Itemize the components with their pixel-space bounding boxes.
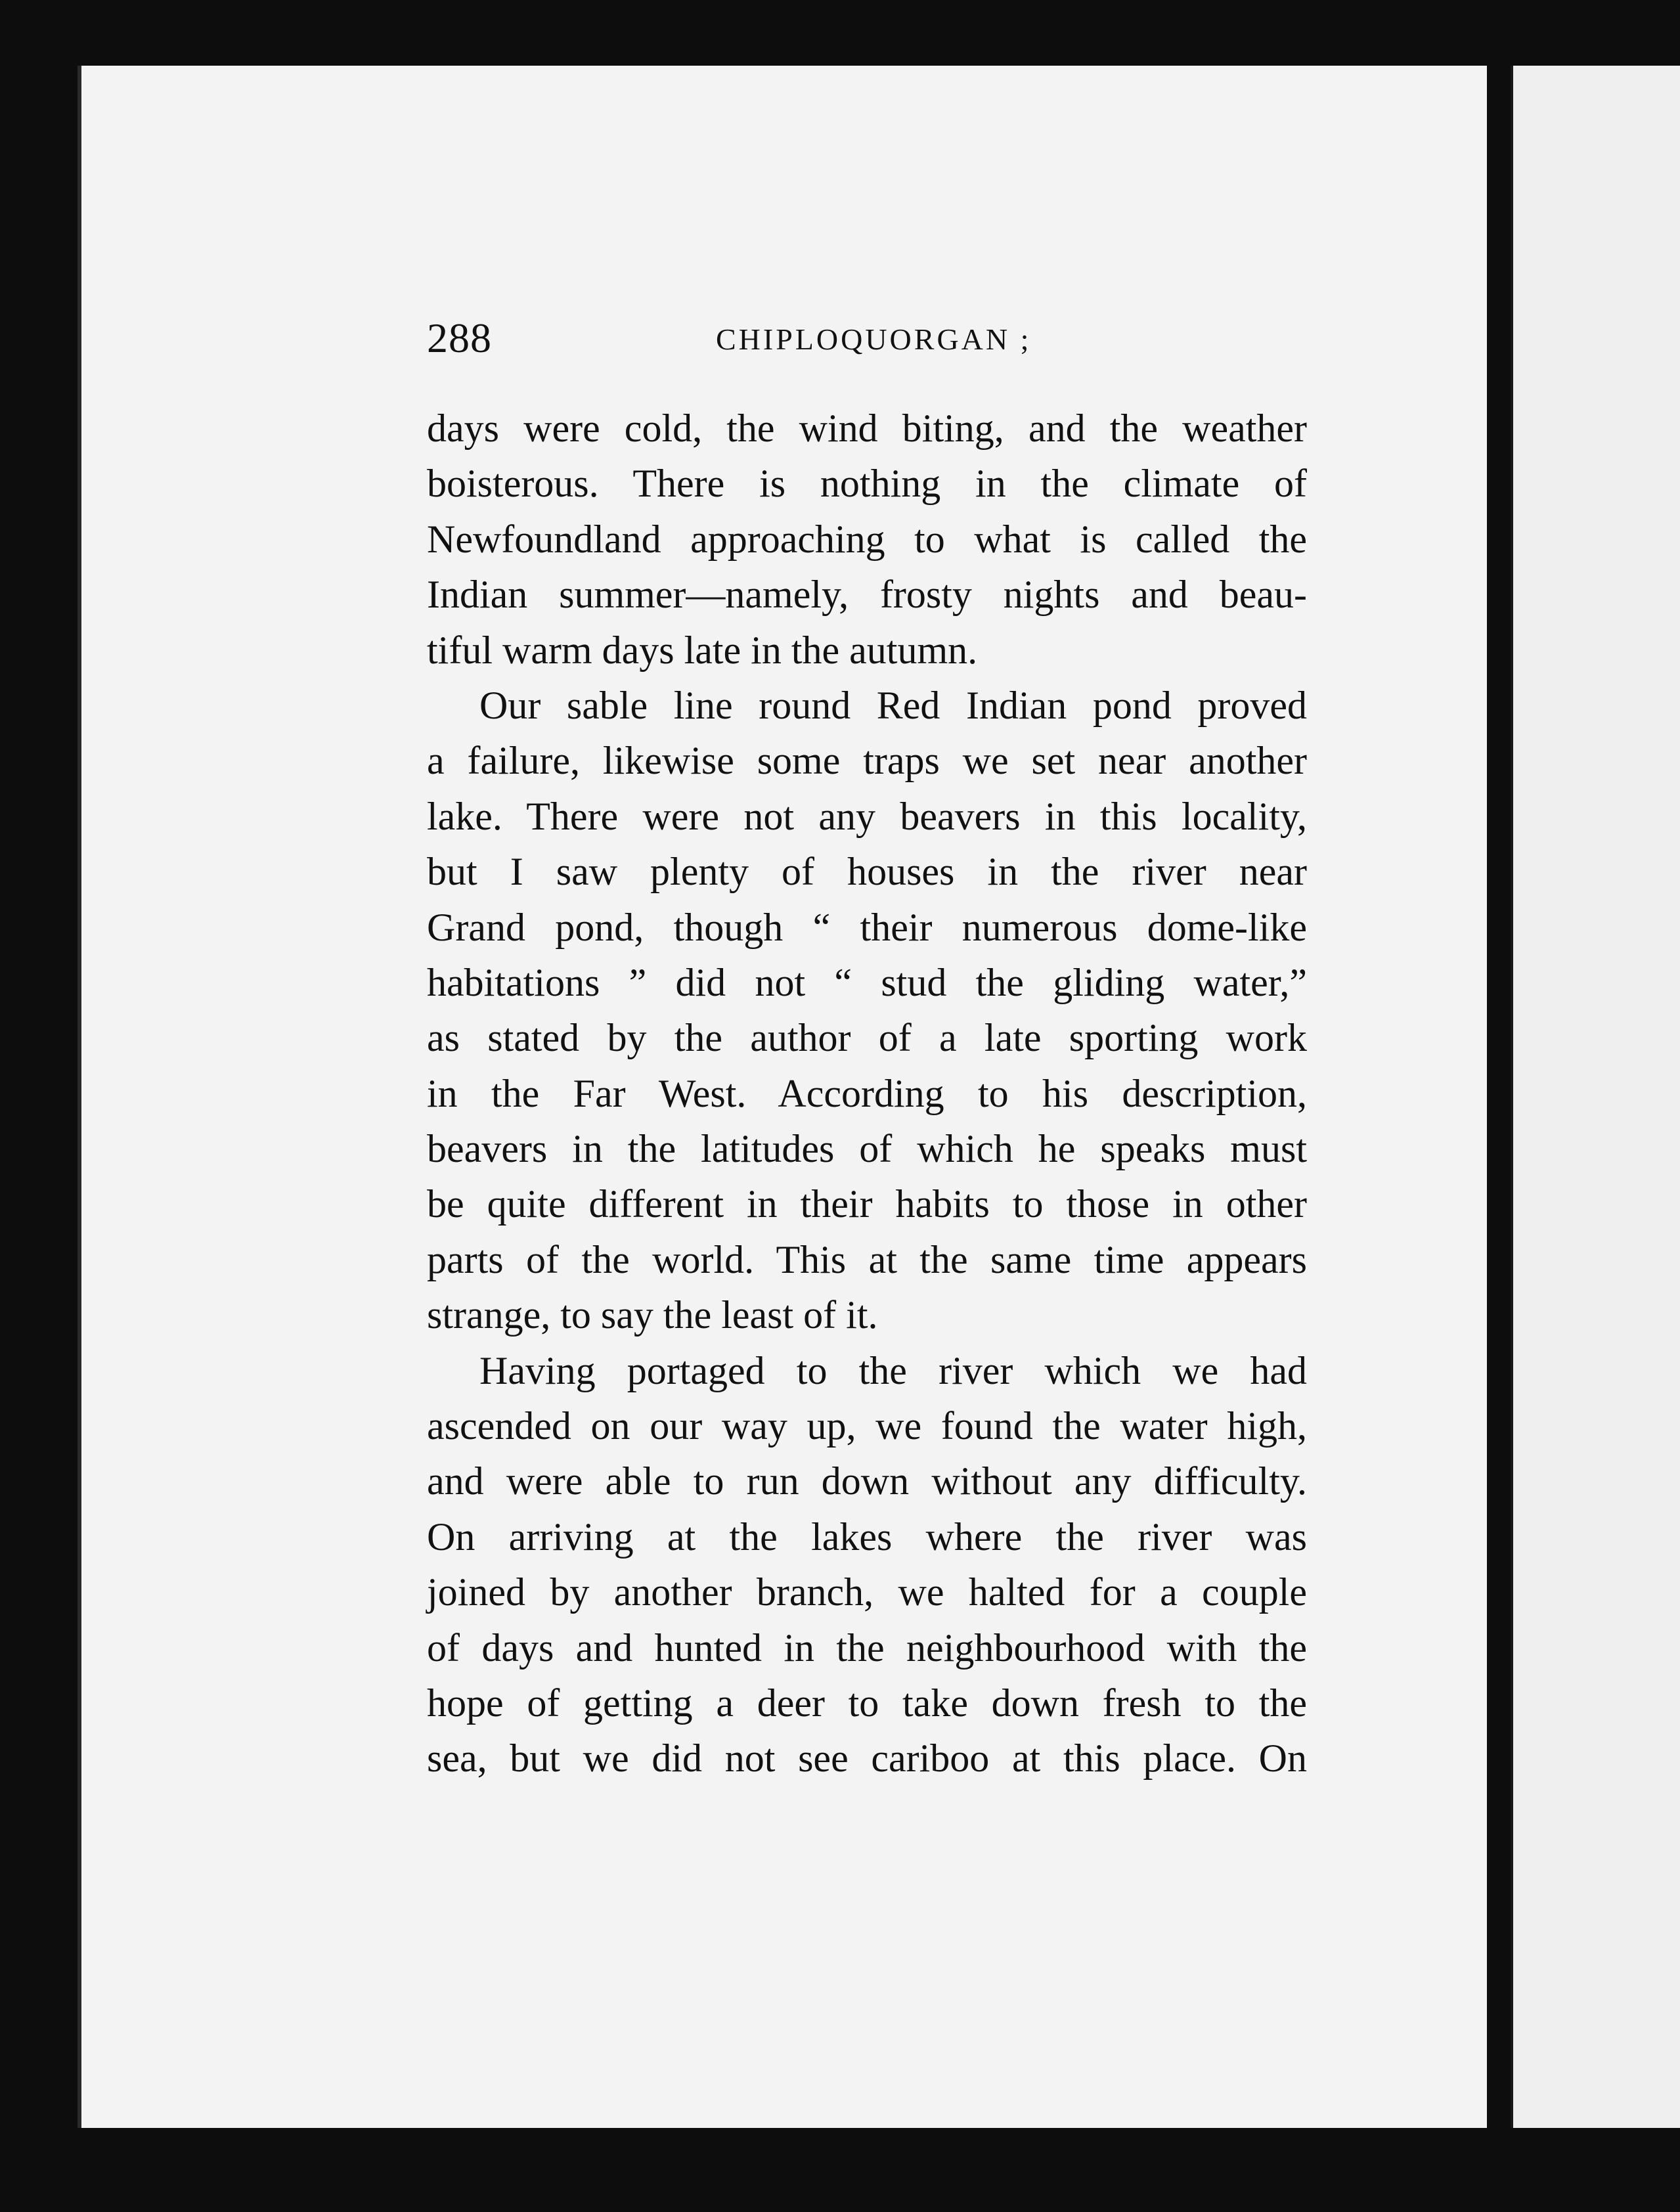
text-line: tiful warm days late in the autumn. [427, 628, 978, 672]
facing-page-edge [1511, 66, 1680, 2128]
text-line: Grand pond, though “ their numerous dome-like [427, 905, 1307, 949]
text-line: boisterous. There is nothing in the climate of [427, 462, 1307, 506]
text-line: a failure, likewise some traps we set near another [427, 739, 1307, 783]
text-line: of days and hunted in the neighbourhood with the [427, 1626, 1307, 1670]
body-text [427, 401, 1307, 1786]
text-line: in the Far West. According to his description, [427, 1071, 1307, 1115]
text-line: but I saw plenty of houses in the river near [427, 850, 1307, 894]
paragraph-2 [427, 678, 1307, 1343]
text-line: On arriving at the lakes where the river was [427, 1515, 1307, 1559]
text-line: beavers in the latitudes of which he speaks must [427, 1127, 1307, 1171]
text-line: Indian summer—namely, frosty nights and beau- [427, 573, 1307, 617]
paragraph-3 [427, 1343, 1307, 1786]
text-line: parts of the world. This at the same time appears [427, 1237, 1307, 1281]
text-line: Having portaged to the river which we had [479, 1348, 1307, 1392]
text-line: strange, to say the least of it. [427, 1293, 878, 1337]
scan-border [77, 2128, 1680, 2212]
text-line: and were able to run down without any difficulty. [427, 1459, 1307, 1503]
text-line: joined by another branch, we halted for a couple [427, 1570, 1307, 1614]
text-line: sea, but we did not see cariboo at this place. On [427, 1736, 1307, 1781]
text-line: habitations ” did not “ stud the gliding water,” [427, 960, 1307, 1004]
text-line: as stated by the author of a late sporting work [427, 1016, 1307, 1060]
text-line: hope of getting a deer to take down fresh to the [427, 1681, 1307, 1725]
text-line: be quite different in their habits to those in other [427, 1182, 1307, 1226]
running-head [427, 314, 1307, 366]
text-line: ascended on our way up, we found the water high, [427, 1404, 1307, 1448]
text-line: Our sable line round Red Indian pond proved [479, 683, 1307, 727]
text-line: Newfoundland approaching to what is called the [427, 517, 1307, 561]
running-title: CHIPLOQUORGAN ; [716, 322, 1032, 356]
page-number: 288 [427, 315, 492, 361]
paragraph-1 [427, 401, 1307, 678]
text-line: lake. There were not any beavers in this locality, [427, 794, 1307, 838]
text-line: days were cold, the wind biting, and the weather [427, 407, 1307, 450]
